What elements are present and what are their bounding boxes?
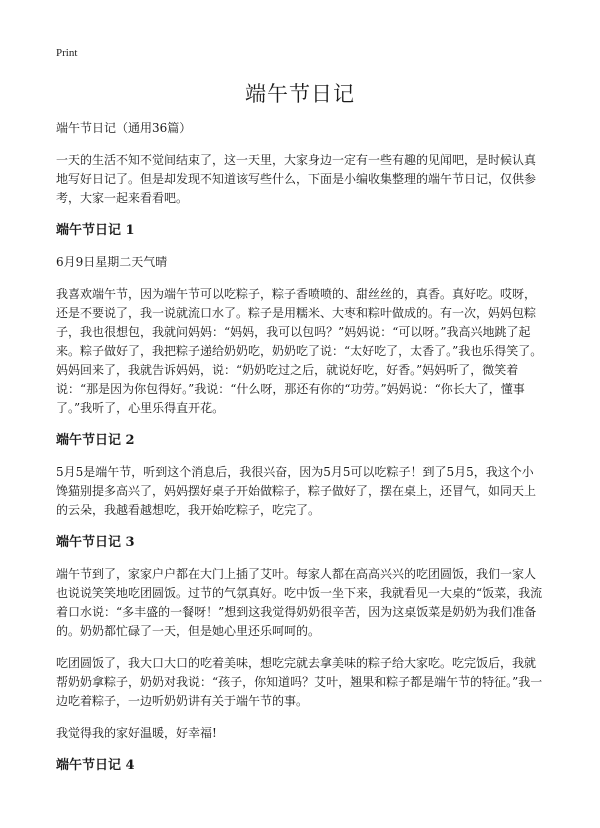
section-heading-4: 端午节日记 4	[56, 758, 135, 773]
section-heading-2: 端午节日记 2	[56, 433, 135, 448]
section-heading-3: 端午节日记 3	[56, 535, 135, 550]
intro-paragraph: 一天的生活不知不觉间结束了，这一天里，大家身边一定有一些有趣的见闻吧，是时候认真地写好日记了。但是却发现不知道该写些什么，下面是小编收集整理的端午节日记，仅供参考，大家一起来看看吧。	[56, 153, 537, 205]
section-2-paragraph: 5月5是端午节，听到这个消息后，我很兴奋，因为5月5可以吃粽子！到了5月5，我这个小馋猫别提多高兴了，妈妈摆好桌子开始做粽子，粽子做好了，摆在桌上，还冒气，如同天上的云朵，我越看越想吃，我开始吃粽子，吃完了。	[56, 465, 537, 517]
section-heading-1: 端午节日记 1	[56, 223, 135, 238]
section-3-paragraph-1: 端午节到了，家家户户都在大门上插了艾叶。每家人都在高高兴兴的吃团圆饭，我们一家人也说说笑笑地吃团圆饭。过节的气氛真好。吃中饭一坐下来，我就看见一大桌的“饭菜，我流着口水说：“多丰盛的一餐呀！”想到这我觉得奶奶很辛苦，因为这桌饭菜是奶奶为我们准备的。奶奶都忙碌了一天，但是她心里还乐呵呵的。	[56, 567, 543, 638]
section-3-paragraph-3: 我觉得我的家好温暖，好幸福!	[56, 726, 217, 740]
print-link[interactable]: Print	[56, 47, 78, 59]
section-1-paragraph: 我喜欢端午节，因为端午节可以吃粽子，粽子香喷喷的、甜丝丝的，真香。真好吃。哎呀，还是不要说了，我一说就流口水了。粽子是用糯米、大枣和粽叶做成的。有一次，妈妈包粽子，我也很想包，我就问妈妈：“妈妈，我可以包吗？”妈妈说：“可以呀。”我高兴地跳了起来。粽子做好了，我把粽子递给奶奶吃，奶奶吃了说：“太好吃了，太香了。”我也乐得笑了。妈妈回来了，我就告诉妈妈，说：“奶奶吃过之后，就说好吃，好香。”妈妈听了，微笑着说：“那是因为你包得好。”我说：“什么呀，那还有你的“功劳。”妈妈说：“你长大了，懂事了。”我听了，心里乐得直开花。	[56, 287, 543, 415]
section-3-paragraph-2: 吃团圆饭了，我大口大口的吃着美味，想吃完就去拿美味的粽子给大家吃。吃完饭后，我就帮奶奶拿粽子，奶奶对我说：“孩子，你知道吗？艾叶，翘果和粽子都是端午节的特征。”我一边吃着粽子，一边听奶奶讲有关于端午节的事。	[56, 656, 543, 708]
section-1-date: 6月9日星期二天气晴	[56, 255, 168, 269]
article-subtitle: 端午节日记（通用36篇）	[56, 121, 192, 135]
page-title: 端午节日记	[245, 82, 355, 106]
article-body	[56, 119, 545, 788]
